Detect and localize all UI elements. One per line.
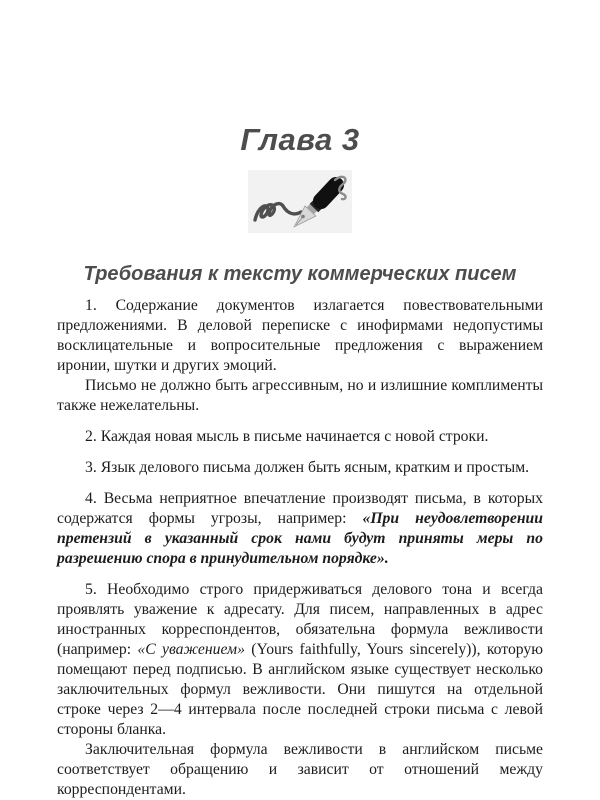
paragraph-5-lead: 5. Необходимо строго придерживаться делового тона и всегда проявлять уважение к адресату. Для писем, направленных в адрес иностранных корреспондентов, обязательна формула вежливости (например: xyxy=(57,581,543,658)
paragraph-1-continued: Письмо не должно быть агрессивным, но и излишние комплименты также нежелательны. xyxy=(57,377,543,414)
section-title: Требования к тексту коммерческих писем xyxy=(83,263,517,285)
paragraph-4-quote: «При неудовлетворении претензий в указанный срок нами будут приняты меры по разрешению спора в принудительном порядке». xyxy=(57,510,543,567)
paragraph-5-tail: (Yours faithfully, Yours sincerely)), которую помещают перед подписью. В английском языке существует несколько заключительных формул вежливости. Они пишутся на отдельной строке через 2—4 интервала после последней строки письма с левой стороны бланка. xyxy=(57,641,543,738)
paragraph-4 xyxy=(57,489,543,569)
body-text xyxy=(57,296,543,800)
paragraph-5 xyxy=(57,580,543,740)
paragraph-5-quote: «С уважением» xyxy=(137,641,245,658)
fountain-pen-icon xyxy=(248,170,352,233)
paragraph-4-lead: 4. Весьма неприятное впечатление производят письма, в которых содержатся формы угрозы, например: xyxy=(57,490,543,527)
paragraph-5-continued: Заключительная формула вежливости в английском письме соответствует обращению и зависит от отношений между корреспондентами. xyxy=(57,741,543,798)
paragraph-3: 3. Язык делового письма должен быть ясным, кратким и простым. xyxy=(85,459,530,476)
paragraph-1: 1. Содержание документов излагается повествовательными предложениями. В деловой переписке с инофирмами недопустимы восклицательные и вопросительные предложения с выражением иронии, шутки и других эмоций. xyxy=(57,297,543,374)
paragraph-2: 2. Каждая новая мысль в письме начинается с новой строки. xyxy=(85,428,489,445)
chapter-title: Глава 3 xyxy=(240,122,360,157)
pen-signature-illustration xyxy=(248,170,352,233)
